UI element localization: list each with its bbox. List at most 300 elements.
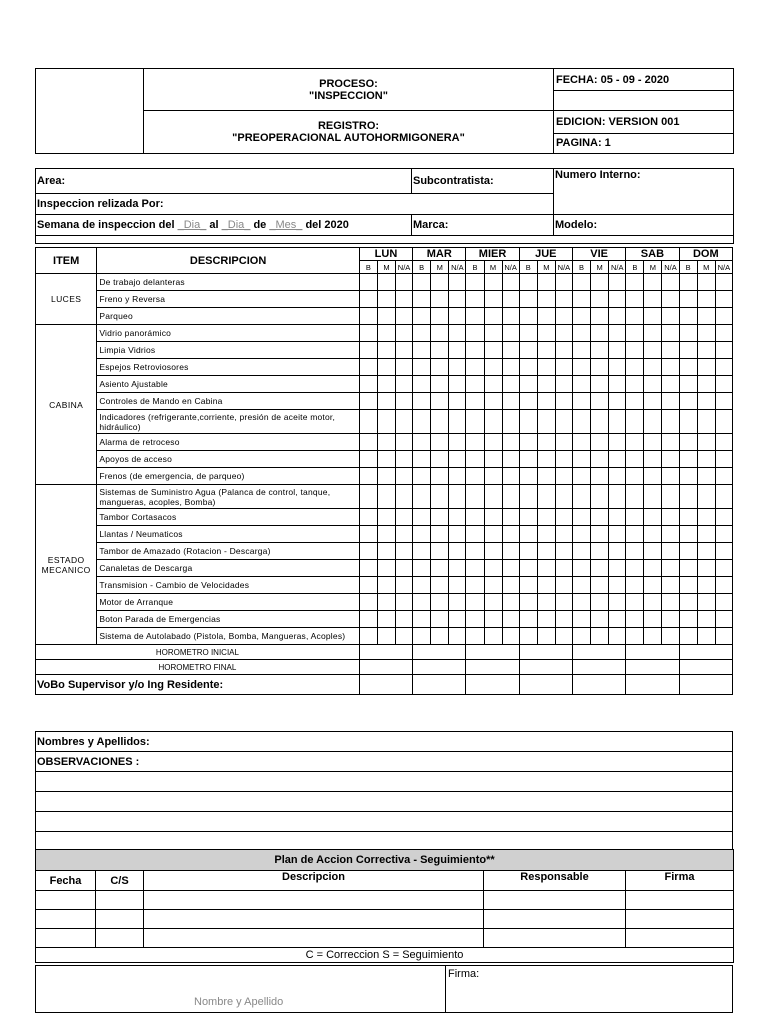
check-cell[interactable] <box>537 393 555 410</box>
check-cell[interactable] <box>591 485 609 509</box>
check-cell[interactable] <box>449 577 466 594</box>
check-cell[interactable] <box>662 485 679 509</box>
check-cell[interactable] <box>519 451 537 468</box>
check-cell[interactable] <box>502 594 519 611</box>
check-cell[interactable] <box>679 434 697 451</box>
check-cell[interactable] <box>697 410 715 434</box>
check-cell[interactable] <box>537 434 555 451</box>
check-cell[interactable] <box>519 468 537 485</box>
check-cell[interactable] <box>609 308 626 325</box>
check-cell[interactable] <box>644 594 662 611</box>
check-cell[interactable] <box>537 611 555 628</box>
day-value-cell[interactable] <box>679 645 732 660</box>
check-cell[interactable] <box>591 291 609 308</box>
check-cell[interactable] <box>644 451 662 468</box>
mes[interactable]: _Mes_ <box>269 219 303 231</box>
check-cell[interactable] <box>377 468 395 485</box>
check-cell[interactable] <box>537 560 555 577</box>
check-cell[interactable] <box>396 376 413 393</box>
check-cell[interactable] <box>644 393 662 410</box>
check-cell[interactable] <box>431 485 449 509</box>
check-cell[interactable] <box>697 526 715 543</box>
check-cell[interactable] <box>449 308 466 325</box>
check-cell[interactable] <box>715 359 732 376</box>
check-cell[interactable] <box>679 628 697 645</box>
check-cell[interactable] <box>697 274 715 291</box>
check-cell[interactable] <box>431 434 449 451</box>
check-cell[interactable] <box>644 526 662 543</box>
check-cell[interactable] <box>359 611 377 628</box>
check-cell[interactable] <box>466 359 484 376</box>
check-cell[interactable] <box>555 468 572 485</box>
check-cell[interactable] <box>449 291 466 308</box>
check-cell[interactable] <box>484 594 502 611</box>
check-cell[interactable] <box>484 325 502 342</box>
day-value-cell[interactable] <box>466 675 519 695</box>
check-cell[interactable] <box>431 291 449 308</box>
check-cell[interactable] <box>519 410 537 434</box>
check-cell[interactable] <box>519 342 537 359</box>
check-cell[interactable] <box>396 359 413 376</box>
check-cell[interactable] <box>359 577 377 594</box>
check-cell[interactable] <box>431 325 449 342</box>
check-cell[interactable] <box>466 577 484 594</box>
check-cell[interactable] <box>484 434 502 451</box>
check-cell[interactable] <box>555 325 572 342</box>
check-cell[interactable] <box>502 526 519 543</box>
check-cell[interactable] <box>555 359 572 376</box>
check-cell[interactable] <box>679 393 697 410</box>
check-cell[interactable] <box>359 308 377 325</box>
check-cell[interactable] <box>715 410 732 434</box>
check-cell[interactable] <box>555 410 572 434</box>
check-cell[interactable] <box>502 451 519 468</box>
day-value-cell[interactable] <box>626 660 679 675</box>
check-cell[interactable] <box>591 526 609 543</box>
check-cell[interactable] <box>377 577 395 594</box>
check-cell[interactable] <box>377 594 395 611</box>
check-cell[interactable] <box>662 308 679 325</box>
check-cell[interactable] <box>572 434 590 451</box>
check-cell[interactable] <box>377 325 395 342</box>
check-cell[interactable] <box>431 376 449 393</box>
check-cell[interactable] <box>377 308 395 325</box>
check-cell[interactable] <box>697 577 715 594</box>
check-cell[interactable] <box>519 628 537 645</box>
check-cell[interactable] <box>519 325 537 342</box>
check-cell[interactable] <box>466 393 484 410</box>
check-cell[interactable] <box>697 359 715 376</box>
day-value-cell[interactable] <box>359 660 412 675</box>
check-cell[interactable] <box>502 509 519 526</box>
check-cell[interactable] <box>359 342 377 359</box>
plan-row[interactable] <box>36 891 734 910</box>
check-cell[interactable] <box>609 468 626 485</box>
check-cell[interactable] <box>609 577 626 594</box>
check-cell[interactable] <box>679 577 697 594</box>
check-cell[interactable] <box>413 485 431 509</box>
check-cell[interactable] <box>555 628 572 645</box>
check-cell[interactable] <box>413 359 431 376</box>
check-cell[interactable] <box>715 434 732 451</box>
check-cell[interactable] <box>572 325 590 342</box>
check-cell[interactable] <box>377 509 395 526</box>
check-cell[interactable] <box>626 291 644 308</box>
check-cell[interactable] <box>626 560 644 577</box>
check-cell[interactable] <box>572 376 590 393</box>
check-cell[interactable] <box>679 376 697 393</box>
day-value-cell[interactable] <box>626 675 679 695</box>
check-cell[interactable] <box>537 594 555 611</box>
check-cell[interactable] <box>502 325 519 342</box>
check-cell[interactable] <box>679 468 697 485</box>
check-cell[interactable] <box>715 594 732 611</box>
check-cell[interactable] <box>662 526 679 543</box>
check-cell[interactable] <box>679 325 697 342</box>
check-cell[interactable] <box>466 468 484 485</box>
marca-field[interactable]: Marca: <box>412 215 554 236</box>
check-cell[interactable] <box>591 611 609 628</box>
check-cell[interactable] <box>662 594 679 611</box>
check-cell[interactable] <box>396 342 413 359</box>
check-cell[interactable] <box>449 468 466 485</box>
check-cell[interactable] <box>644 376 662 393</box>
check-cell[interactable] <box>396 509 413 526</box>
check-cell[interactable] <box>591 342 609 359</box>
check-cell[interactable] <box>431 342 449 359</box>
check-cell[interactable] <box>519 485 537 509</box>
check-cell[interactable] <box>555 560 572 577</box>
dia-end[interactable]: _Dia_ <box>221 219 251 231</box>
check-cell[interactable] <box>466 543 484 560</box>
check-cell[interactable] <box>519 359 537 376</box>
check-cell[interactable] <box>644 342 662 359</box>
check-cell[interactable] <box>359 291 377 308</box>
check-cell[interactable] <box>644 434 662 451</box>
check-cell[interactable] <box>662 509 679 526</box>
subcontratista-field[interactable]: Subcontratista: <box>412 169 554 194</box>
check-cell[interactable] <box>609 594 626 611</box>
check-cell[interactable] <box>449 359 466 376</box>
check-cell[interactable] <box>626 468 644 485</box>
check-cell[interactable] <box>609 451 626 468</box>
check-cell[interactable] <box>679 509 697 526</box>
check-cell[interactable] <box>537 628 555 645</box>
check-cell[interactable] <box>431 468 449 485</box>
check-cell[interactable] <box>396 468 413 485</box>
check-cell[interactable] <box>359 543 377 560</box>
check-cell[interactable] <box>591 560 609 577</box>
check-cell[interactable] <box>537 543 555 560</box>
check-cell[interactable] <box>537 410 555 434</box>
check-cell[interactable] <box>359 434 377 451</box>
check-cell[interactable] <box>449 628 466 645</box>
check-cell[interactable] <box>572 526 590 543</box>
check-cell[interactable] <box>609 628 626 645</box>
check-cell[interactable] <box>449 543 466 560</box>
check-cell[interactable] <box>431 594 449 611</box>
check-cell[interactable] <box>377 543 395 560</box>
check-cell[interactable] <box>572 451 590 468</box>
check-cell[interactable] <box>626 308 644 325</box>
check-cell[interactable] <box>484 291 502 308</box>
check-cell[interactable] <box>555 376 572 393</box>
check-cell[interactable] <box>359 325 377 342</box>
check-cell[interactable] <box>644 628 662 645</box>
check-cell[interactable] <box>431 274 449 291</box>
check-cell[interactable] <box>644 560 662 577</box>
check-cell[interactable] <box>626 376 644 393</box>
check-cell[interactable] <box>431 359 449 376</box>
check-cell[interactable] <box>484 342 502 359</box>
day-value-cell[interactable] <box>413 645 466 660</box>
check-cell[interactable] <box>609 509 626 526</box>
check-cell[interactable] <box>519 291 537 308</box>
check-cell[interactable] <box>555 342 572 359</box>
check-cell[interactable] <box>715 274 732 291</box>
check-cell[interactable] <box>679 410 697 434</box>
check-cell[interactable] <box>519 376 537 393</box>
check-cell[interactable] <box>679 359 697 376</box>
check-cell[interactable] <box>484 274 502 291</box>
check-cell[interactable] <box>679 611 697 628</box>
check-cell[interactable] <box>359 274 377 291</box>
check-cell[interactable] <box>572 543 590 560</box>
check-cell[interactable] <box>679 594 697 611</box>
observaciones-line[interactable] <box>36 772 733 792</box>
area-field[interactable]: Area: <box>36 169 412 194</box>
check-cell[interactable] <box>626 274 644 291</box>
check-cell[interactable] <box>572 468 590 485</box>
check-cell[interactable] <box>449 594 466 611</box>
check-cell[interactable] <box>377 359 395 376</box>
day-value-cell[interactable] <box>519 675 572 695</box>
observaciones-line[interactable] <box>36 812 733 832</box>
check-cell[interactable] <box>591 325 609 342</box>
check-cell[interactable] <box>662 577 679 594</box>
check-cell[interactable] <box>715 342 732 359</box>
check-cell[interactable] <box>484 376 502 393</box>
check-cell[interactable] <box>413 434 431 451</box>
check-cell[interactable] <box>466 628 484 645</box>
check-cell[interactable] <box>591 376 609 393</box>
check-cell[interactable] <box>662 291 679 308</box>
check-cell[interactable] <box>697 393 715 410</box>
check-cell[interactable] <box>572 359 590 376</box>
day-value-cell[interactable] <box>572 660 625 675</box>
check-cell[interactable] <box>377 526 395 543</box>
check-cell[interactable] <box>609 543 626 560</box>
check-cell[interactable] <box>519 526 537 543</box>
check-cell[interactable] <box>609 274 626 291</box>
check-cell[interactable] <box>626 342 644 359</box>
check-cell[interactable] <box>572 342 590 359</box>
check-cell[interactable] <box>697 509 715 526</box>
check-cell[interactable] <box>519 560 537 577</box>
check-cell[interactable] <box>555 274 572 291</box>
observaciones-line[interactable] <box>36 792 733 812</box>
check-cell[interactable] <box>377 611 395 628</box>
check-cell[interactable] <box>449 509 466 526</box>
day-value-cell[interactable] <box>572 675 625 695</box>
check-cell[interactable] <box>572 577 590 594</box>
check-cell[interactable] <box>626 451 644 468</box>
check-cell[interactable] <box>697 543 715 560</box>
check-cell[interactable] <box>484 308 502 325</box>
check-cell[interactable] <box>591 451 609 468</box>
check-cell[interactable] <box>413 410 431 434</box>
check-cell[interactable] <box>626 594 644 611</box>
check-cell[interactable] <box>609 342 626 359</box>
check-cell[interactable] <box>715 485 732 509</box>
check-cell[interactable] <box>359 485 377 509</box>
check-cell[interactable] <box>555 526 572 543</box>
check-cell[interactable] <box>715 291 732 308</box>
check-cell[interactable] <box>591 468 609 485</box>
check-cell[interactable] <box>359 451 377 468</box>
check-cell[interactable] <box>359 468 377 485</box>
check-cell[interactable] <box>484 611 502 628</box>
check-cell[interactable] <box>555 611 572 628</box>
check-cell[interactable] <box>644 543 662 560</box>
firma-input[interactable] <box>448 982 732 1012</box>
check-cell[interactable] <box>609 393 626 410</box>
check-cell[interactable] <box>466 308 484 325</box>
check-cell[interactable] <box>413 451 431 468</box>
check-cell[interactable] <box>572 274 590 291</box>
check-cell[interactable] <box>555 308 572 325</box>
check-cell[interactable] <box>662 359 679 376</box>
check-cell[interactable] <box>431 451 449 468</box>
check-cell[interactable] <box>679 560 697 577</box>
check-cell[interactable] <box>697 325 715 342</box>
check-cell[interactable] <box>715 560 732 577</box>
check-cell[interactable] <box>519 274 537 291</box>
check-cell[interactable] <box>555 393 572 410</box>
check-cell[interactable] <box>466 451 484 468</box>
check-cell[interactable] <box>679 291 697 308</box>
check-cell[interactable] <box>572 393 590 410</box>
check-cell[interactable] <box>572 628 590 645</box>
check-cell[interactable] <box>697 434 715 451</box>
check-cell[interactable] <box>572 291 590 308</box>
check-cell[interactable] <box>502 376 519 393</box>
check-cell[interactable] <box>502 560 519 577</box>
check-cell[interactable] <box>502 577 519 594</box>
check-cell[interactable] <box>697 291 715 308</box>
check-cell[interactable] <box>413 342 431 359</box>
check-cell[interactable] <box>359 628 377 645</box>
check-cell[interactable] <box>644 410 662 434</box>
check-cell[interactable] <box>537 509 555 526</box>
check-cell[interactable] <box>697 560 715 577</box>
check-cell[interactable] <box>609 325 626 342</box>
check-cell[interactable] <box>662 410 679 434</box>
check-cell[interactable] <box>359 509 377 526</box>
check-cell[interactable] <box>431 410 449 434</box>
check-cell[interactable] <box>377 274 395 291</box>
check-cell[interactable] <box>449 611 466 628</box>
check-cell[interactable] <box>484 560 502 577</box>
check-cell[interactable] <box>609 560 626 577</box>
check-cell[interactable] <box>591 543 609 560</box>
check-cell[interactable] <box>519 393 537 410</box>
check-cell[interactable] <box>449 393 466 410</box>
check-cell[interactable] <box>644 308 662 325</box>
check-cell[interactable] <box>626 410 644 434</box>
check-cell[interactable] <box>484 509 502 526</box>
check-cell[interactable] <box>715 325 732 342</box>
check-cell[interactable] <box>555 543 572 560</box>
day-value-cell[interactable] <box>519 645 572 660</box>
check-cell[interactable] <box>359 560 377 577</box>
check-cell[interactable] <box>626 359 644 376</box>
check-cell[interactable] <box>431 509 449 526</box>
check-cell[interactable] <box>715 451 732 468</box>
check-cell[interactable] <box>537 485 555 509</box>
check-cell[interactable] <box>413 291 431 308</box>
check-cell[interactable] <box>697 485 715 509</box>
check-cell[interactable] <box>591 393 609 410</box>
check-cell[interactable] <box>519 611 537 628</box>
check-cell[interactable] <box>466 485 484 509</box>
check-cell[interactable] <box>662 611 679 628</box>
check-cell[interactable] <box>502 342 519 359</box>
check-cell[interactable] <box>396 611 413 628</box>
check-cell[interactable] <box>484 628 502 645</box>
check-cell[interactable] <box>626 393 644 410</box>
check-cell[interactable] <box>396 410 413 434</box>
check-cell[interactable] <box>537 376 555 393</box>
check-cell[interactable] <box>644 274 662 291</box>
check-cell[interactable] <box>413 274 431 291</box>
check-cell[interactable] <box>697 468 715 485</box>
check-cell[interactable] <box>609 434 626 451</box>
check-cell[interactable] <box>519 308 537 325</box>
check-cell[interactable] <box>537 577 555 594</box>
check-cell[interactable] <box>396 526 413 543</box>
check-cell[interactable] <box>679 274 697 291</box>
check-cell[interactable] <box>609 291 626 308</box>
check-cell[interactable] <box>431 628 449 645</box>
check-cell[interactable] <box>396 628 413 645</box>
check-cell[interactable] <box>662 342 679 359</box>
check-cell[interactable] <box>377 628 395 645</box>
check-cell[interactable] <box>644 325 662 342</box>
check-cell[interactable] <box>449 451 466 468</box>
check-cell[interactable] <box>644 359 662 376</box>
check-cell[interactable] <box>609 410 626 434</box>
check-cell[interactable] <box>413 611 431 628</box>
check-cell[interactable] <box>555 594 572 611</box>
check-cell[interactable] <box>431 393 449 410</box>
check-cell[interactable] <box>537 468 555 485</box>
check-cell[interactable] <box>502 468 519 485</box>
day-value-cell[interactable] <box>359 675 412 695</box>
check-cell[interactable] <box>359 393 377 410</box>
check-cell[interactable] <box>466 594 484 611</box>
day-value-cell[interactable] <box>359 645 412 660</box>
day-value-cell[interactable] <box>679 660 732 675</box>
check-cell[interactable] <box>609 376 626 393</box>
check-cell[interactable] <box>644 577 662 594</box>
check-cell[interactable] <box>609 611 626 628</box>
plan-row[interactable] <box>36 929 734 948</box>
day-value-cell[interactable] <box>466 660 519 675</box>
check-cell[interactable] <box>413 468 431 485</box>
check-cell[interactable] <box>626 509 644 526</box>
check-cell[interactable] <box>413 308 431 325</box>
